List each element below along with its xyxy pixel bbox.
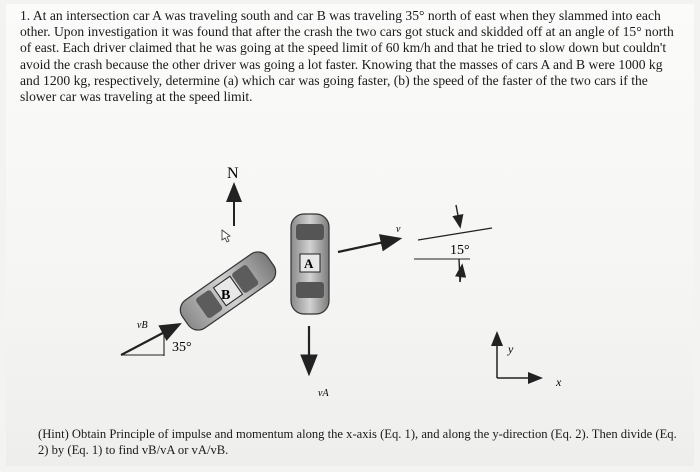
vb-label: vB	[137, 320, 148, 331]
north-label: N	[227, 165, 239, 182]
car-a-label: A	[304, 256, 314, 271]
problem-statement: 1. At an intersection car A was traveling south and car B was traveling 35° north of east when they slammed into each other. Upon investigation it was found that after the crash the two cars got stuck and skidded off at an angle of 15° north of east. Each driver claimed that he was going at the speed limit of 60 km/h and that he tried to slow down but couldn't avoid the crash because the other driver was going a lot faster. Knowing that the masses of cars A and B were 1000 kg and 1200 kg, respectively, determine (a) which car was going faster, (b) the speed of the faster of the two cars if the slower car was traveling at the speed limit.	[20, 8, 674, 105]
north-arrow	[227, 165, 239, 226]
pointer-cursor-icon	[222, 230, 230, 242]
v-label: v	[396, 224, 401, 235]
xy-axes	[497, 334, 562, 389]
velocity-vb-arrow	[121, 320, 192, 356]
angle-15-reference	[414, 205, 492, 282]
angle-15-label: 15°	[450, 243, 470, 258]
axis-x-label: x	[556, 375, 562, 389]
hint-text: (Hint) Obtain Principle of impulse and momentum along the x-axis (Eq. 1), and along the y-direction (Eq. 2). Then divide (Eq. 2) by (Eq. 1) to find vB/vA or vA/vB.	[38, 427, 677, 457]
car-b-label: B	[221, 288, 231, 303]
velocity-v-arrow	[338, 224, 401, 252]
va-label: vA	[318, 388, 329, 399]
axis-y-label: y	[508, 342, 514, 356]
angle-35-label: 35°	[172, 340, 192, 355]
velocity-va-arrow	[309, 326, 329, 399]
